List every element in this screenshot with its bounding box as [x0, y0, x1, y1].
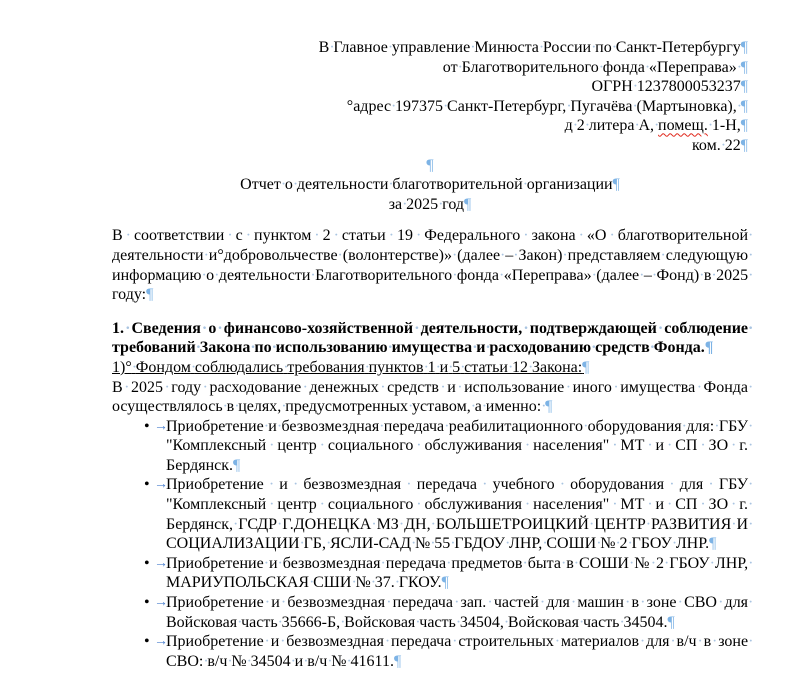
bullet-text: Приобретение · и · безвозмездная · передача · учебного · оборудования · для · ГБУ "Комплексный · центр · социального· обслуживания · населения" · МТ · и · СП · ЗО · г. Бердянск,· ГСДР · Г.ДОНЕЦКА · МЗ · ДН, · БОЛЬШЕТРОИЦКИЙ · ЦЕНТР· РАЗВИТИЯ · И СОЦИАЛИЗАЦИИ · ГБ, · ЯСЛИ-САД · № · 55· ГБДОУ · ЛНР, · СОШИ · № · 2 · ГБОУ · ЛНР.¶: [166, 476, 748, 552]
recipient-line-room: ком. · 22¶: [112, 136, 748, 156]
tab-mark-icon: →: [154, 555, 168, 571]
bullet-item: [112, 632, 748, 671]
bullet-icon: •: [144, 554, 150, 572]
tab-mark-icon: →: [154, 418, 168, 434]
bullet-text: Приобретение · и · безвозмездная · передача · реабилитационного· оборудования · для: · ГБУ "Комплексный · центр · социального· обслуживания · населения" · МТ · и · СП · ЗО · г. Бердянск.¶: [166, 418, 748, 474]
bullet-item: [112, 417, 748, 476]
bullet-item: [112, 554, 748, 593]
tab-mark-icon: →: [154, 477, 168, 493]
bullet-item: [112, 593, 748, 632]
recipient-line-address2: д · 2 · литера · А, · помещ. · 1-Н,¶: [112, 116, 748, 136]
bullet-icon: •: [144, 476, 150, 494]
bullet-icon: •: [144, 417, 150, 435]
bullet-item: [112, 475, 748, 553]
section1-lead: В · 2025 · году · расходование · денежных · средств · и · использование· иного · имущества · Фонда осуществлялось · в · целях,· предусмотренных · уставом, · а · именно: · ¶: [112, 378, 748, 417]
bullet-list: [112, 417, 748, 672]
document-title-line2: за · 2025 · год¶: [112, 195, 748, 215]
bullet-icon: •: [144, 594, 150, 612]
recipient-line-address: °адрес · 197375 · Санкт-Петербург, · Пугачёва · (Мартыновка), · ¶: [112, 97, 748, 117]
section1-subitem: 1)° · Фондом · соблюдались · требования · пунктов · 1 · и · 5 · статьи · 12 · Закона:¶: [112, 358, 748, 378]
recipient-line: от · Благотворительного · фонда · «Переправа» · ¶: [112, 58, 748, 78]
bullet-icon: •: [144, 633, 150, 651]
tab-mark-icon: →: [154, 634, 168, 650]
recipient-line-ogrn: ОГРН · 1237800053237¶: [112, 77, 748, 97]
tab-mark-icon: →: [154, 595, 168, 611]
bullet-text: Приобретение · и · безвозмездная · передача · предметов · быта · в· СОШИ · № · 2 · ГБОУ · ЛНР, МАРИУПОЛЬСКАЯ · СШИ · № · 37. · ГКОУ.¶: [166, 555, 748, 592]
recipient-block: [112, 38, 748, 156]
recipient-line: В · Главное · управление · Минюста · России · по · Санкт-Петербургу¶: [112, 38, 748, 58]
empty-paragraph-mark: ¶: [426, 156, 434, 174]
intro-paragraph: В · соответствии · с · пунктом · 2 · статьи · 19 · Федерального · закона · «О · благотворительной деятельности · и°добровольчестве· (волонтерстве)» · (далее · – · Закон) · представляем · следующую информацию · о · деятельности · Благотворительного · фонда · «Переправа»· (далее · – · Фонд) · в · 2025 году:¶: [112, 226, 748, 304]
bullet-text: Приобретение · и · безвозмездная · передача · зап. · частей · для· машин · в · зоне · СВО · для Войсковая · часть · 35666-Б,· Войсковая · часть · 34504, · Войсковая · часть · 34504.¶: [166, 594, 748, 631]
document-title-line1: Отчет · о · деятельности · благотворительной · организации¶: [112, 175, 748, 195]
bullet-text: Приобретение · и · безвозмездная · передача · строительных· материалов · для · в/ч · в · зоне СВО: · в/ч · № · 34504 · и· в/ч · № · 41611.¶: [166, 633, 748, 670]
section1-heading: 1. · Сведения · о · финансово-хозяйственной · деятельности,· подтверждающей · соблюдение требований · Закона · по · использованию· имущества · и · расходованию · средств · Фонда.¶: [112, 319, 748, 358]
